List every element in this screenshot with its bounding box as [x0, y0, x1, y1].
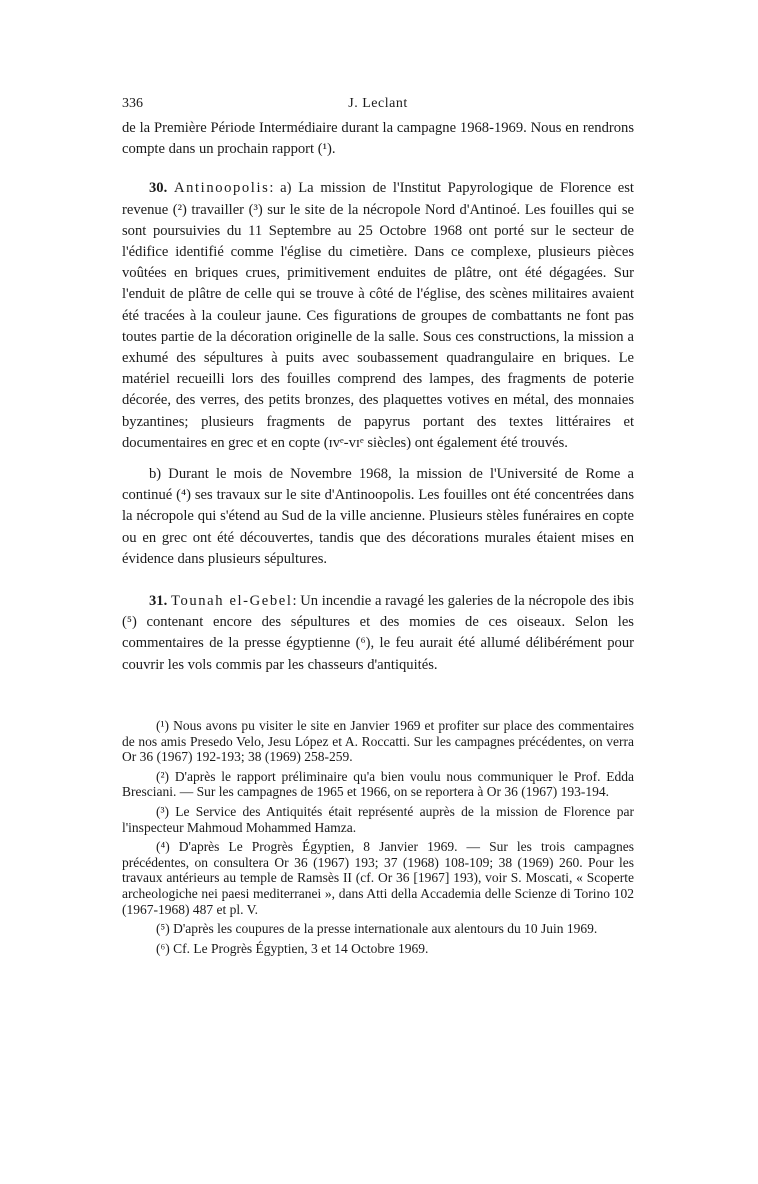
section-antinoopolis — [122, 178, 634, 454]
footnote-text: Nous avons pu visiter le site en Janvier 1969 et profiter sur place des commentaires de nos amis Presedo Velo, Jesu López et A. Roccatti. Sur les campagnes précédentes, on verra Or 36 (1967) 192-193; 38 (1969) 258-259. — [122, 718, 635, 765]
footnote-text: D'après les coupures de la presse internationale aux alentours du 10 Juin 1969. — [173, 921, 598, 937]
section-name: Antinoopolis — [173, 180, 270, 197]
paragraph-text: : Un incendie a ravagé les galeries de la nécropole des ibis (⁵) contenant encore des sépultures et des momies de ces oiseaux. Selon les commentaires de la presse égyptienne (⁶), le feu aurait été allumé délibérément pour couvrir les vols commis par les chasseurs d'antiquités. — [122, 593, 634, 673]
footnote-mark: (¹) — [156, 718, 170, 733]
footnote — [122, 718, 634, 765]
footnote — [122, 839, 634, 917]
footnote-text: D'après Le Progrès Égyptien, 8 Janvier 1969. — Sur les trois campagnes précédentes, on consultera Or 36 (1967) 193; 37 (1968) 108-109; 38 (1969) 260. Pour les travaux antérieurs au temple de Ramsès II (cf. Or 36 [1967] 193), voir S. Moscati, « Scoperte archeologiche nei paesi mediterranei », dans Atti della Accademia delle Scienze di Torino 102 (1967-1968) 487 et pl. V. — [122, 839, 634, 917]
footnote-text: Cf. Le Progrès Égyptien, 3 et 14 Octobre 1969. — [173, 940, 429, 956]
footnote-text: D'après le rapport préliminaire qu'a bien voulu nous communiquer le Prof. Edda Bresciani. — Sur les campagnes de 1965 et 1966, on se reportera à Or 36 (1967) 193-194. — [122, 768, 635, 800]
footnote-mark: (²) — [156, 768, 170, 784]
footnote-mark: (⁴) — [156, 839, 170, 855]
section-number: 31. — [149, 593, 168, 610]
footnote — [122, 941, 634, 957]
section-number: 30. — [149, 180, 168, 197]
footnote-mark: (⁵) — [156, 921, 170, 937]
page-header — [122, 96, 634, 116]
subsection-rome — [122, 464, 634, 570]
paragraph-text: b) Durant le mois de Novembre 1968, la mission de l'Université de Rome a continué (⁴) ses travaux sur le site d'Antinoopolis. Les fouilles ont été concentrées dans la nécropole qui s'étend au Sud de la ville ancienne. Plusieurs stèles funéraires en copte ou en grec ont été découvertes, tandis que des décorations murales étaient mises en évidence dans plusieurs sépultures. — [122, 466, 634, 567]
paragraph-text: de la Première Période Intermédiaire durant la campagne 1968-1969. Nous en rendrons compte dans un prochain rapport (¹). — [122, 120, 634, 158]
footnote-mark: (⁶) — [156, 940, 170, 956]
footnote-mark: (³) — [156, 803, 170, 819]
paragraph-text: : a) La mission de l'Institut Papyrologique de Florence est revenue (²) travailler (³) sur le site de la nécropole Nord d'Antinoé. Les fouilles qui se sont poursuivies du 11 Septembre au 25 Octobre 1968 ont porté sur le secteur de l'édifice identifié comme l'église du cimetière. Dans ce complexe, plusieurs pièces voûtées en briques crues, primitivement enduites de plâtre, ont été dégagées. Sur l'enduit de plâtre de celle qui se trouve à côté de l'église, des scènes militaires avaient été tracées à la couleur jaune. Ces figurations de groupes de combattants ne font pas toutes partie de la décoration originelle de la salle. Sous ces constructions, la mission a exhumé des sépultures à puits avec soubassement quadrangulaire en briques. Le matériel recueilli lors des fouilles comprend des lampes, des fragments de poterie décorée, des verres, des petits bronzes, des plaquettes votives en métal, des monnaies byzantines; plusieurs fragments de papyrus portant des textes littéraires et documentaires en grec et en copte (ɪᴠᵉ-ᴠɪᵉ siècles) ont également été trouvés. — [122, 180, 634, 451]
footnote — [122, 804, 634, 835]
section-name: Tounah el-Gebel — [170, 593, 293, 610]
footnote — [122, 769, 634, 800]
section-tounah — [122, 591, 634, 676]
paragraph-continuation — [122, 118, 634, 160]
main-text — [122, 118, 634, 676]
page-number: 336 — [122, 96, 143, 111]
footnotes — [122, 718, 634, 960]
footnote-text: Le Service des Antiquités était représenté auprès de la mission de Florence par l'inspecteur Mahmoud Mohammed Hamza. — [122, 803, 635, 835]
footnote — [122, 921, 634, 937]
running-head: J. Leclant — [348, 96, 408, 111]
